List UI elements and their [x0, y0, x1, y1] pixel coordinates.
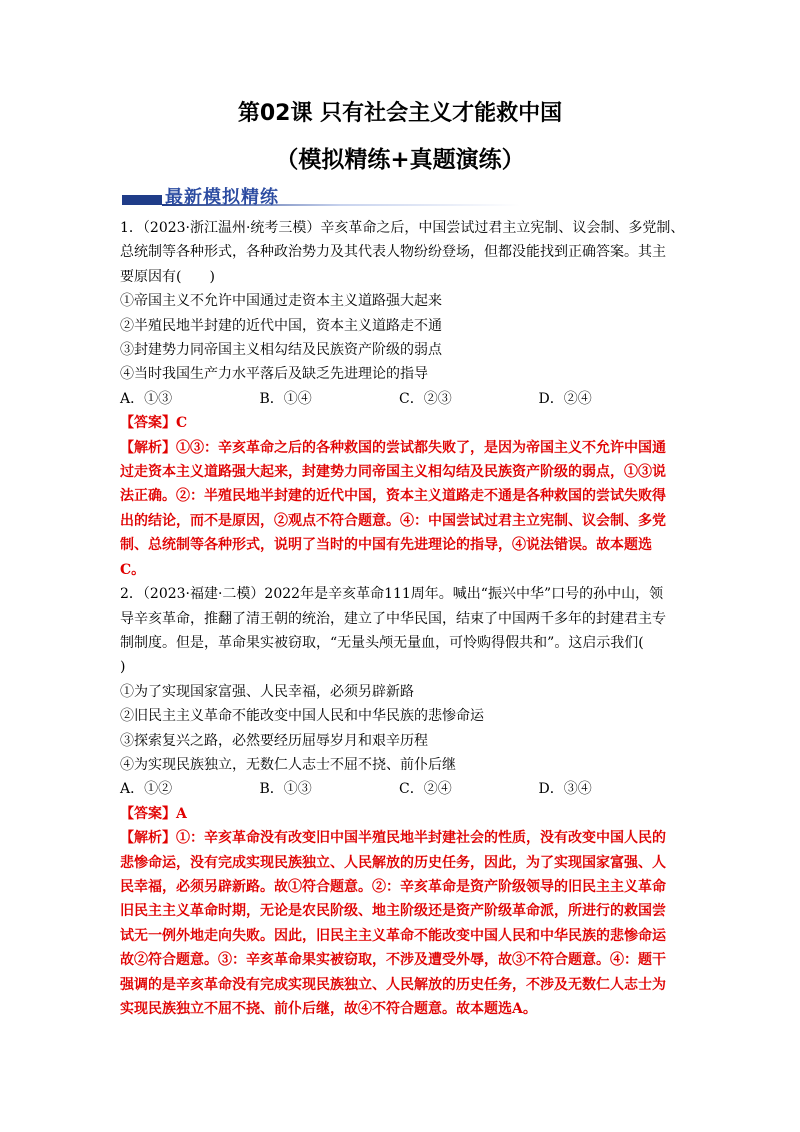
statement-item: ②旧民主主义革命不能改变中国人民和中华民族的悲惨命运 [120, 708, 484, 725]
statement-item: ①为了实现国家富强、人民幸福，必须另辟新路 [120, 683, 414, 700]
analysis-line: 故②符合题意。③：辛亥革命果实被窃取，不涉及遭受外辱，故③不符合题意。④：题干 [120, 952, 666, 969]
question-stem-line: 总统制等各种形式，各种政治势力及其代表人物纷纷登场，但都没能找到正确答案。其主 [120, 244, 666, 261]
banner-bar-decoration [122, 195, 162, 205]
question-stem-line: 导辛亥革命，推翻了清王朝的统治，建立了中华民国，结束了中国两千多年的封建君主专 [120, 610, 666, 627]
analysis-line: 制、总统制等各种形式，说明了当时的中国有先进理论的指导，④说法错误。故本题选 [120, 537, 652, 554]
option-d: D．②④ [538, 390, 592, 407]
question-stem-line: 制制度。但是，革命果实被窃取，“无量头颅无量血，可怜购得假共和”。这启示我们( [120, 634, 644, 651]
statement-item: ②半殖民地半封建的近代中国，资本主义道路走不通 [120, 317, 442, 334]
analysis-line: 实现民族独立不屈不挠、前仆后继，故④不符合题意。故本题选A。 [120, 1001, 537, 1017]
question-stem-line: ) [120, 659, 126, 676]
analysis-line: 旧民主主义革命时期，无论是农民阶级、地主阶级还是资产阶级革命派，所进行的救国尝 [120, 903, 666, 920]
option-a: A．①② [120, 781, 173, 798]
option-c: C．②④ [399, 781, 452, 798]
option-a: A．①③ [120, 390, 173, 407]
analysis-line: 法正确。②：半殖民地半封建的近代中国，资本主义道路走不通是各种救国的尝试失败得 [120, 488, 666, 505]
question-2 [120, 582, 678, 1021]
question-list [120, 216, 685, 1021]
option-d: D．③④ [538, 781, 592, 798]
answer-key: 【答案】C [120, 415, 188, 432]
statement-item: ①帝国主义不允许中国通过走资本主义道路强大起来 [120, 293, 442, 310]
statement-item: ③封建势力同帝国主义相勾结及民族资产阶级的弱点 [120, 342, 442, 359]
section-title: 最新模拟精练 [165, 187, 279, 208]
analysis-line: 过走资本主义道路强大起来，封建势力同帝国主义相勾结及民族资产阶级的弱点，①③说 [120, 464, 666, 481]
question-1 [120, 216, 685, 582]
statement-item: ④当时我国生产力水平落后及缺乏先进理论的指导 [120, 366, 428, 383]
analysis-line: C。 [120, 561, 146, 578]
analysis-line: 悲惨命运，没有完成实现民族独立、人民解放的历史任务，因此，为了实现国家富强、人 [120, 854, 666, 871]
question-stem-line: 1．（2023·浙江温州·统考三模）辛亥革命之后，中国尝试过君主立宪制、议会制、多党制、 [120, 220, 685, 236]
question-stem-line: 要原因有( ) [120, 268, 215, 285]
statement-item: ④为实现民族独立，无数仁人志士不屈不挠、前仆后继 [120, 756, 456, 773]
analysis-line: 【解析】①③：辛亥革命之后的各种救国的尝试都失败了，是因为帝国主义不允许中国通 [120, 439, 666, 456]
analysis-line: 试无一例外地走向失败。因此，旧民主主义革命不能改变中国人民和中华民族的悲惨命运 [120, 927, 666, 944]
analysis-line: 【解析】①：辛亥革命没有改变旧中国半殖民地半封建社会的性质，没有改变中国人民的 [120, 830, 666, 847]
analysis-line: 强调的是辛亥革命没有完成实现民族独立、人民解放的历史任务，不涉及无数仁人志士为 [120, 976, 666, 993]
option-b: B．①③ [259, 781, 312, 798]
page-title: 第02课 只有社会主义才能救中国 [237, 101, 563, 126]
question-stem-line: 2．（2023·福建·二模）2022年是辛亥革命111周年。喊出“振兴中华”口号的孙中山，领 [120, 586, 664, 603]
answer-key: 【答案】A [120, 805, 187, 822]
answer-options [120, 777, 678, 801]
section-banner [122, 183, 522, 213]
option-c: C．②③ [399, 390, 452, 407]
page-subtitle: （模拟精练+真题演练） [275, 147, 525, 173]
answer-options [120, 387, 678, 411]
option-b: B．①④ [259, 390, 312, 407]
statement-item: ③探索复兴之路，必然要经历屈辱岁月和艰辛历程 [120, 732, 428, 749]
analysis-line: 民幸福，必须另辟新路。故①符合题意。②：辛亥革命是资产阶级领导的旧民主主义革命 [120, 878, 666, 895]
analysis-line: 出的结论，而不是原因，②观点不符合题意。④：中国尝试过君主立宪制、议会制、多党 [120, 512, 666, 529]
